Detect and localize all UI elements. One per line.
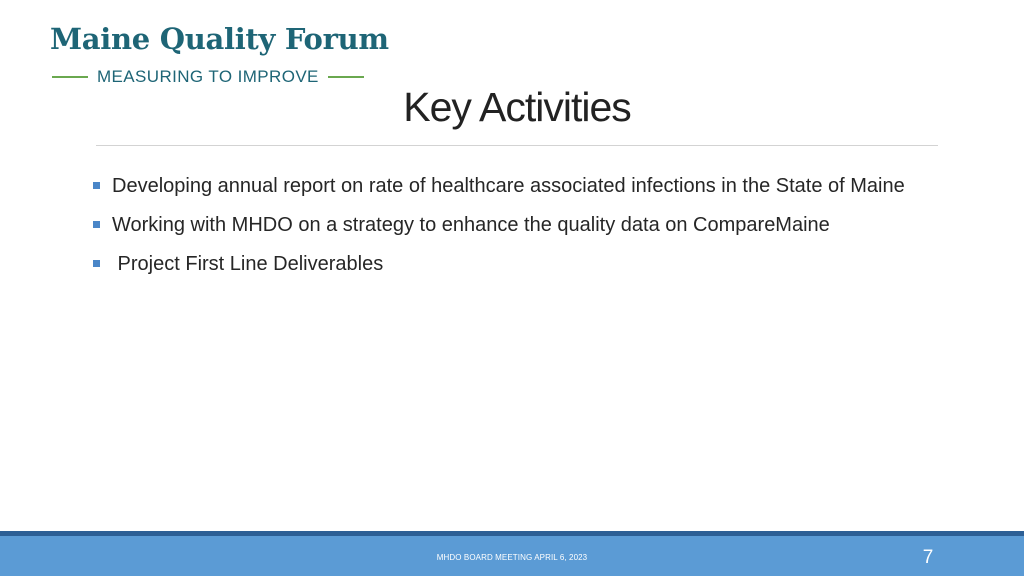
bullet-list (91, 172, 921, 289)
square-bullet-icon (93, 221, 100, 228)
square-bullet-icon (93, 182, 100, 189)
footer-text: MHDO BOARD MEETING APRIL 6, 2023 (436, 553, 588, 562)
bullet-text: Working with MHDO on a strategy to enhance the quality data on CompareMaine (112, 214, 830, 236)
logo-right-rule (328, 76, 364, 78)
logo-tagline: MEASURING TO IMPROVE (97, 67, 319, 86)
slide-title: Key Activities (403, 84, 631, 130)
title-divider (96, 145, 938, 146)
bullet-item (91, 211, 921, 239)
bullet-item (91, 250, 921, 278)
bullet-text: Project First Line Deliverables (112, 253, 384, 275)
bullet-item (91, 172, 921, 200)
bullet-text: Developing annual report on rate of healthcare associated infections in the State of Maine (112, 175, 905, 197)
logo-title: Maine Quality Forum (50, 22, 389, 56)
square-bullet-icon (93, 260, 100, 267)
page-number: 7 (922, 547, 934, 568)
logo-left-rule (52, 76, 88, 78)
maine-quality-forum-logo (50, 22, 389, 92)
